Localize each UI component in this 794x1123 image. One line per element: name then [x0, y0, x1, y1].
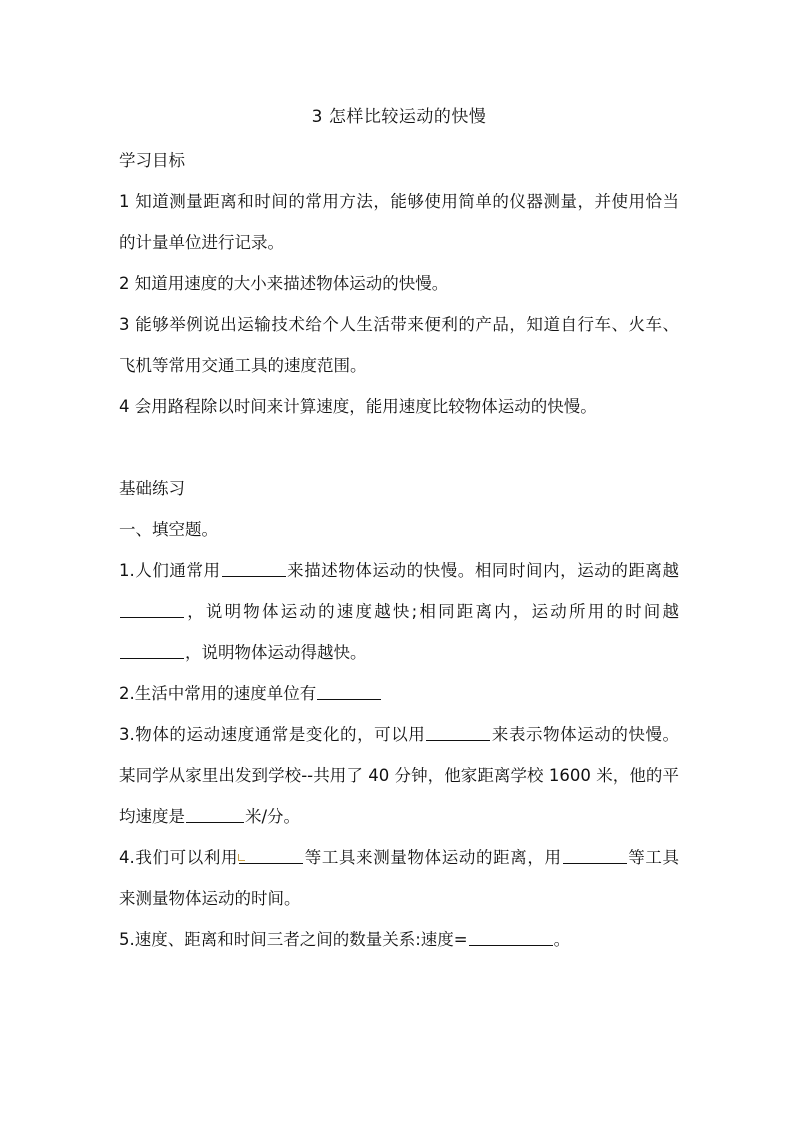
question-5-text-a: 5.速度、距离和时间三者之间的数量关系:速度=: [119, 930, 468, 949]
question-4: [119, 837, 679, 919]
question-2: [119, 673, 679, 714]
question-1-text-a: 1.人们通常用: [119, 561, 221, 580]
question-3-text-b: 来表示物体运动的快慢。某同学从家里出发到学校--共用了 40 分钟，他家距离学校 1600 米，他的平均速度是: [119, 725, 680, 826]
document-content: [119, 100, 679, 960]
question-4-text-b: 等工具来测量物体运动的距离，用: [304, 848, 562, 867]
question-1-text-b: 来描述物体运动的快慢。相同时间内，运动的距离越: [286, 561, 679, 580]
answer-blank[interactable]: [563, 862, 627, 864]
answer-blank[interactable]: [469, 944, 553, 946]
fill-in-section-heading: 一、填空题。: [119, 520, 218, 539]
question-2-text-a: 2.生活中常用的速度单位有: [119, 684, 317, 703]
question-3-text-c: 米/分。: [245, 807, 301, 826]
answer-blank[interactable]: [186, 821, 244, 823]
answer-blank[interactable]: [317, 698, 381, 700]
objective-item-1: 1 知道测量距离和时间的常用方法，能够使用简单的仪器测量，并使用恰当的计量单位进行记录。: [119, 192, 679, 252]
question-4-text-c: 等工具来测量物体运动的时间。: [119, 848, 679, 908]
practice-heading: 基础练习: [119, 479, 185, 498]
answer-blank[interactable]: [239, 862, 303, 864]
objective-item-4: 4 会用路程除以时间来计算速度，能用速度比较物体运动的快慢。: [119, 397, 597, 416]
answer-blank[interactable]: [120, 616, 184, 618]
question-5: [119, 919, 679, 960]
question-4-text-a: 4.我们可以利用: [119, 848, 239, 867]
question-1: [119, 550, 679, 673]
objective-item-2: 2 知道用速度的大小来描述物体运动的快慢。: [119, 274, 449, 293]
objectives-heading: 学习目标: [119, 151, 185, 170]
question-3: [119, 714, 679, 837]
answer-blank[interactable]: [222, 575, 286, 577]
question-1-text-d: ，说明物体运动得越快。: [185, 643, 367, 662]
answer-blank[interactable]: [120, 657, 184, 659]
objective-item-3: 3 能够举例说出运输技术给个人生活带来便利的产品，知道自行车、火车、飞机等常用交通工具的速度范围。: [119, 315, 679, 375]
page-title: 3 怎样比较运动的快慢: [311, 107, 487, 127]
question-5-text-b: 。: [553, 930, 571, 949]
question-3-text-a: 3.物体的运动速度通常是变化的，可以用: [119, 725, 426, 744]
section-spacer: [119, 427, 679, 468]
question-1-text-c: ，说明物体运动的速度越快;相同距离内，运动所用的时间越: [185, 602, 679, 621]
edit-mark-icon: [238, 854, 245, 861]
answer-blank[interactable]: [426, 739, 490, 741]
